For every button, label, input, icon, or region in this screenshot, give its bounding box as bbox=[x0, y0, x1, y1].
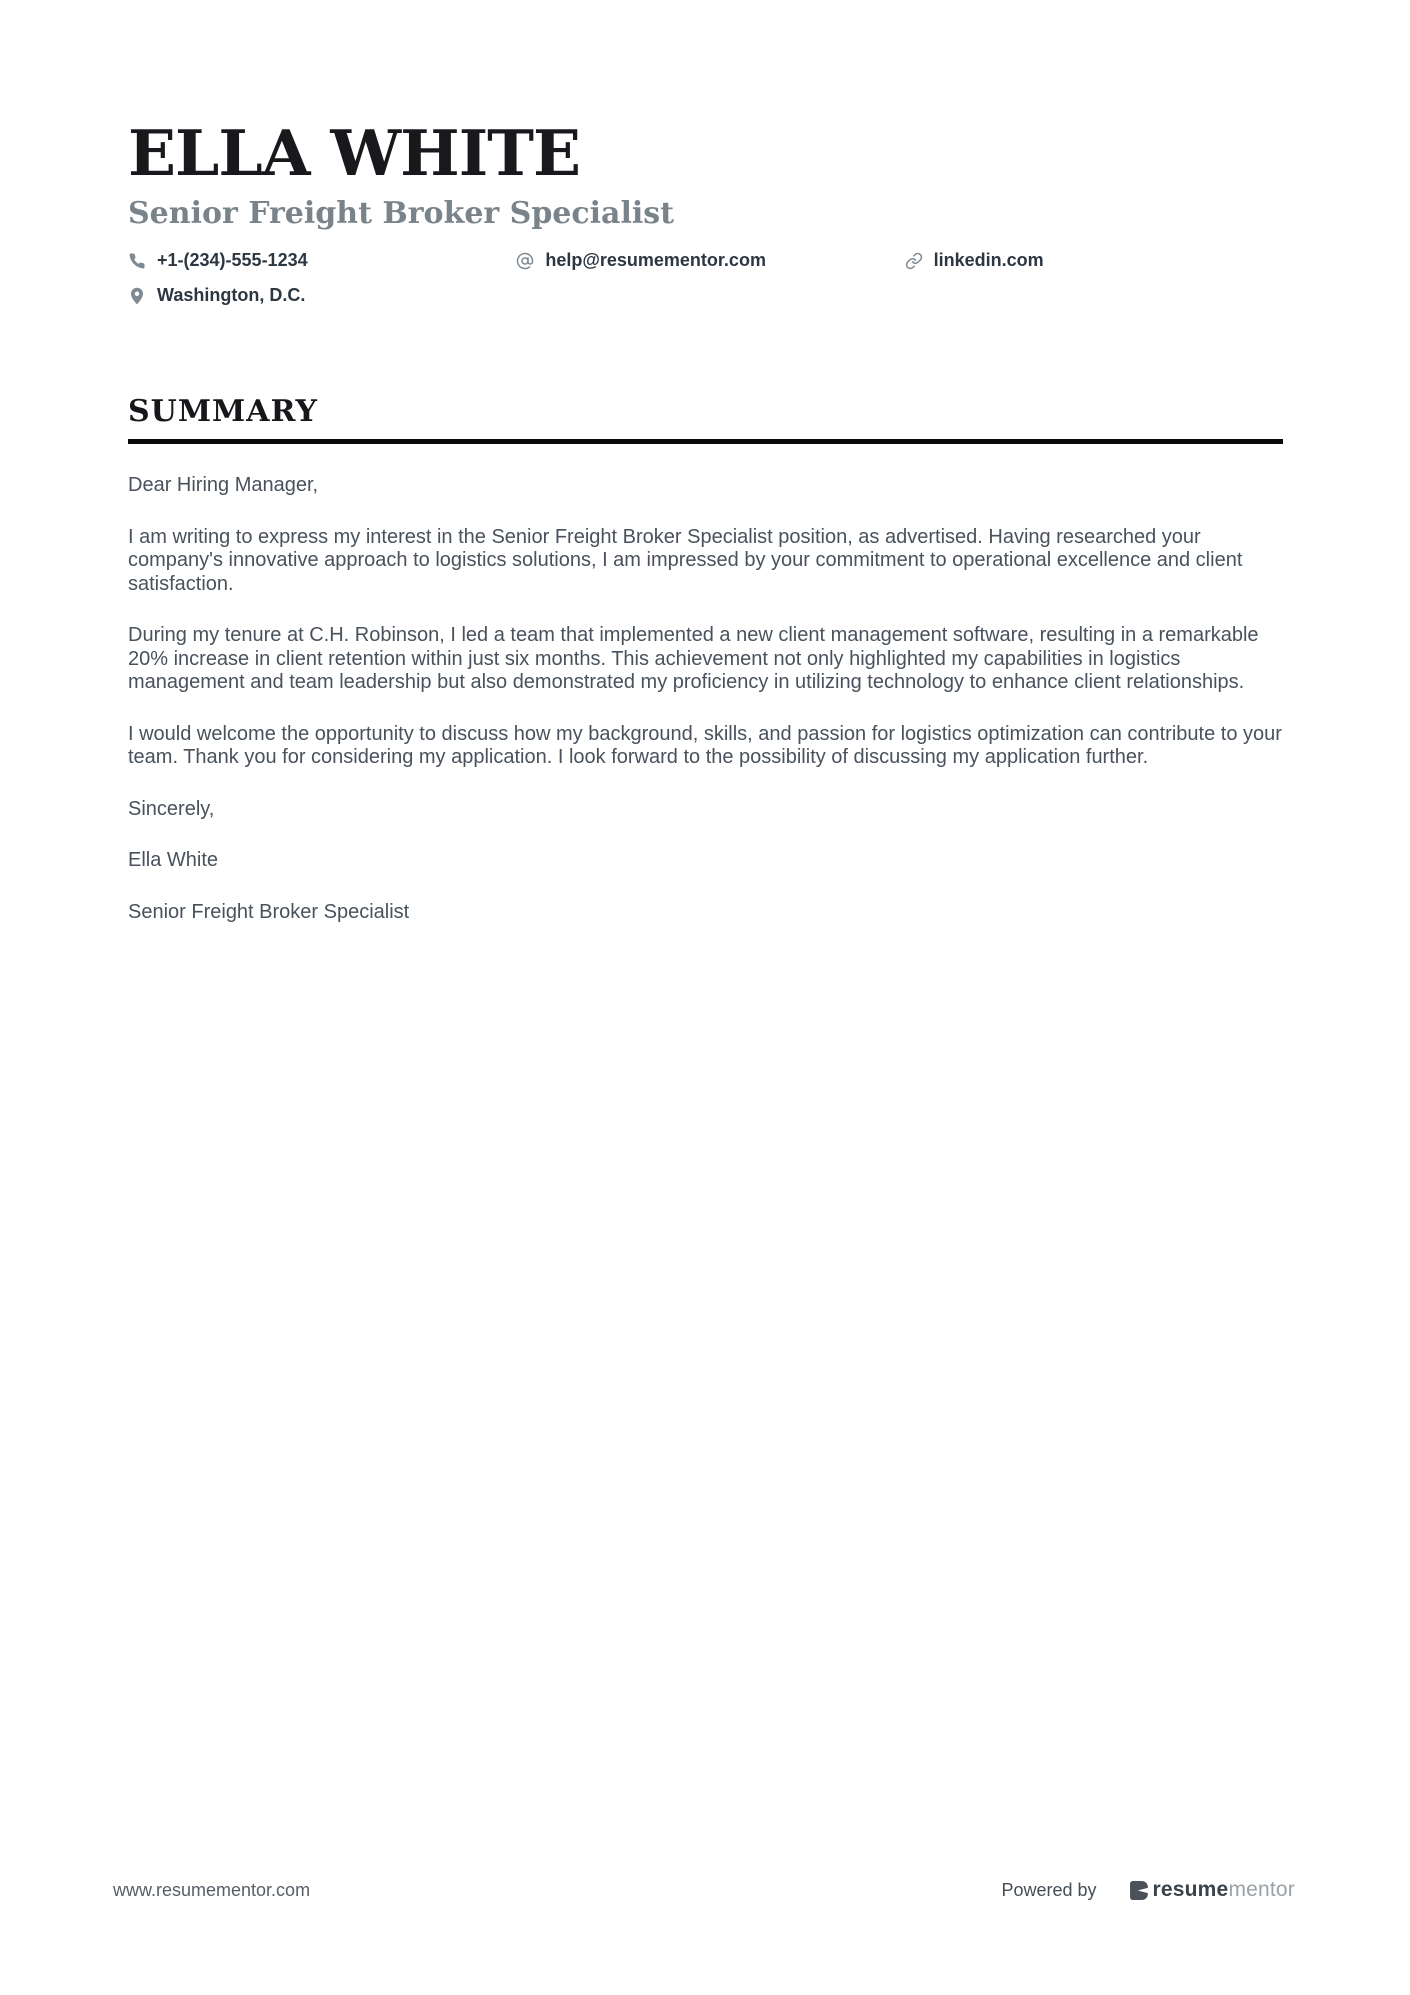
letter-greeting: Dear Hiring Manager, bbox=[128, 474, 319, 496]
phone-icon bbox=[128, 252, 146, 270]
contact-linkedin-value: linkedin.com bbox=[933, 250, 1044, 270]
letter-paragraph: During my tenure at C.H. Robinson, I led a team that implemented a new client management software, resulting in a remarkable 20% increase in client retention within just six months. This achievement not only highlighted my capabilities in logistics management and team leadership but also demonstrated my proficiency in utilizing technology to enhance client relationships. bbox=[128, 624, 1259, 693]
candidate-job-title: Senior Freight Broker Specialist bbox=[128, 196, 675, 231]
summary-section bbox=[128, 394, 1283, 924]
letter-header bbox=[128, 116, 1283, 306]
letter-body bbox=[128, 474, 1283, 924]
contact-email-value: help@resumementor.com bbox=[545, 250, 766, 270]
contact-location bbox=[128, 285, 506, 306]
summary-heading: SUMMARY bbox=[128, 394, 1283, 444]
logo-text-mentor: mentor bbox=[1228, 1878, 1295, 1901]
contact-phone-value: +1-(234)-555-1234 bbox=[157, 250, 308, 270]
contact-phone[interactable] bbox=[128, 250, 506, 271]
contact-info bbox=[128, 250, 1283, 306]
signature-title: Senior Freight Broker Specialist bbox=[128, 900, 410, 923]
page-footer bbox=[113, 1878, 1295, 1902]
powered-by-label: Powered by bbox=[1001, 1879, 1097, 1900]
logo-text-resume: resume bbox=[1152, 1878, 1229, 1901]
signature-name: Ella White bbox=[128, 849, 219, 871]
footer-branding bbox=[1001, 1878, 1295, 1902]
at-sign-icon bbox=[516, 252, 534, 270]
contact-linkedin[interactable] bbox=[905, 250, 1283, 271]
contact-email[interactable] bbox=[516, 250, 894, 271]
letter-paragraph: I am writing to express my interest in the Senior Freight Broker Specialist position, as advertised. Having researched your company's innovative approach to logistics solutions, I am impressed by your commitment to operational excellence and client satisfaction. bbox=[128, 525, 1243, 595]
map-pin-icon bbox=[128, 287, 146, 305]
letter-signoff: Sincerely, bbox=[128, 797, 215, 820]
resumementor-logo-icon bbox=[1129, 1880, 1148, 1901]
letter-paragraph: I would welcome the opportunity to discuss how my background, skills, and passion for logistics optimization can contribute to your team. Thank you for considering my application. I look forward to the possibility of discussing my application further. bbox=[128, 722, 1282, 768]
page-content bbox=[0, 0, 1410, 924]
footer-website-link[interactable]: www.resumementor.com bbox=[113, 1879, 311, 1900]
contact-location-value: Washington, D.C. bbox=[157, 285, 306, 305]
candidate-name: ELLA WHITE bbox=[128, 116, 581, 190]
link-icon bbox=[905, 252, 923, 270]
resumementor-logo-text bbox=[1153, 1878, 1295, 1902]
resumementor-logo[interactable] bbox=[1129, 1878, 1295, 1902]
